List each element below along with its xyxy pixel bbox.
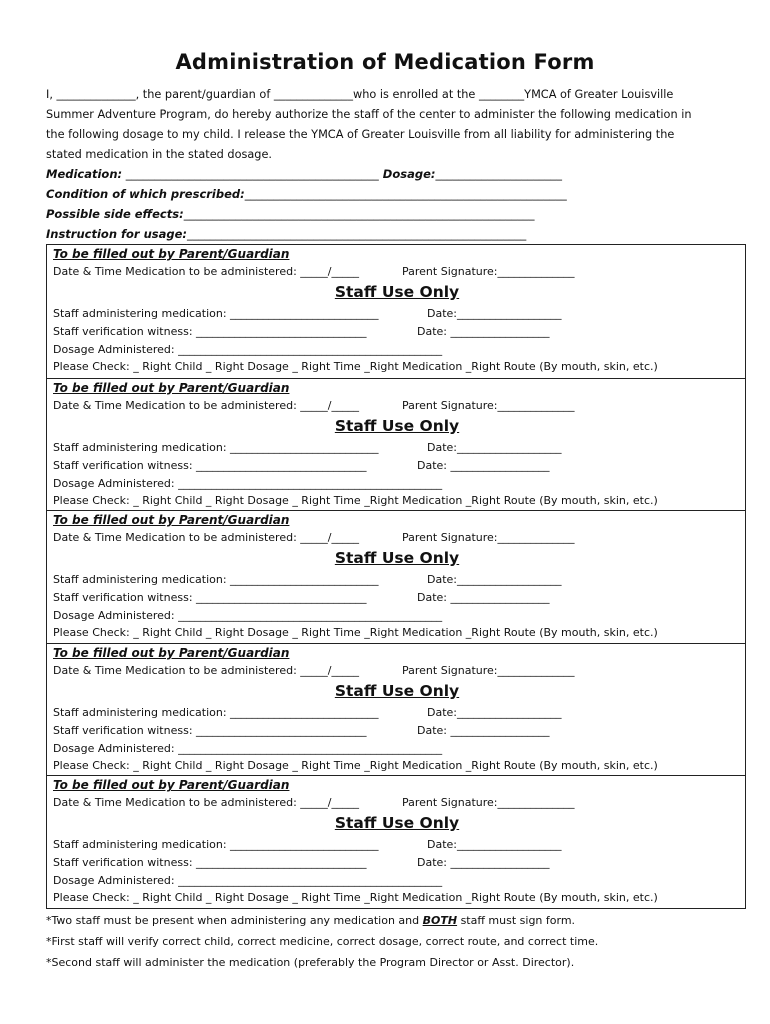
- staff-administering-field[interactable]: Staff administering medication: ___________________________: [53, 705, 379, 719]
- staff-administering-date[interactable]: Date:___________________: [427, 838, 562, 852]
- dosage-administered-field[interactable]: Dosage Administered: ________________________________________________: [53, 343, 443, 356]
- staff-section-header: Staff Use Only: [334, 283, 460, 301]
- checklist-row[interactable]: Please Check: _ Right Child _ Right Dosage _ Right Time _Right Medication _Right Route (By mouth, skin, etc.): [53, 891, 658, 905]
- administration-log: [46, 244, 746, 909]
- intro-line: Summer Adventure Program, do hereby authorize the staff of the center to administer the following medication in: [46, 108, 692, 121]
- staff-administering-field[interactable]: Staff administering medication: ___________________________: [53, 440, 379, 454]
- parent-section-header: To be filled out by Parent/Guardian: [53, 247, 290, 261]
- date-time-field[interactable]: Date & Time Medication to be administered: _____/_____: [53, 265, 359, 278]
- administration-entry: [47, 643, 745, 776]
- staff-administering-date[interactable]: Date:___________________: [427, 307, 562, 320]
- staff-administering-date[interactable]: Date:___________________: [427, 705, 562, 719]
- footnote: *Second staff will administer the medication (preferably the Program Director or Asst. Director).: [46, 956, 575, 969]
- checklist-row[interactable]: Please Check: _ Right Child _ Right Dosage _ Right Time _Right Medication _Right Route (By mouth, skin, etc.): [53, 758, 658, 772]
- side-effects-row: [46, 204, 746, 224]
- staff-administering-field[interactable]: Staff administering medication: ___________________________: [53, 838, 379, 852]
- medication-field[interactable]: ____________________________________________: [122, 167, 379, 181]
- checklist-row[interactable]: Please Check: _ Right Child _ Right Dosage _ Right Time _Right Medication _Right Route (By mouth, skin, etc.): [53, 626, 658, 640]
- medication-fields: [46, 164, 746, 244]
- dosage-administered-field[interactable]: Dosage Administered: ________________________________________________: [53, 609, 443, 623]
- staff-witness-field[interactable]: Staff verification witness: _______________________________: [53, 723, 367, 737]
- medication-label: Medication:: [46, 167, 123, 181]
- parent-section-header: To be filled out by Parent/Guardian: [53, 778, 290, 793]
- footnote: *First staff will verify correct child, correct medicine, correct dosage, correct route, and correct time.: [46, 935, 599, 948]
- dosage-administered-field[interactable]: Dosage Administered: ________________________________________________: [53, 741, 443, 755]
- medication-row: [46, 164, 746, 184]
- parent-section-header: To be filled out by Parent/Guardian: [53, 380, 290, 395]
- administration-entry: [47, 378, 745, 511]
- side-effects-field[interactable]: _____________________________________________________________: [183, 207, 535, 221]
- staff-witness-date[interactable]: Date: __________________: [417, 856, 550, 870]
- dosage-administered-field[interactable]: Dosage Administered: ________________________________________________: [53, 476, 443, 490]
- staff-section-header: Staff Use Only: [334, 416, 460, 435]
- staff-section-header: Staff Use Only: [334, 814, 460, 833]
- administration-entry: [47, 775, 745, 908]
- footnote: [46, 910, 746, 931]
- parent-signature-field[interactable]: Parent Signature:______________: [402, 531, 575, 545]
- staff-witness-date[interactable]: Date: __________________: [417, 723, 550, 737]
- staff-section-header: Staff Use Only: [334, 549, 460, 568]
- date-time-field[interactable]: Date & Time Medication to be administered: _____/_____: [53, 398, 359, 412]
- checklist-row[interactable]: Please Check: _ Right Child _ Right Dosage _ Right Time _Right Medication _Right Route (By mouth, skin, etc.): [53, 493, 658, 507]
- footnote-text: *Two staff must be present when administering any medication and: [46, 914, 423, 927]
- staff-witness-date[interactable]: Date: __________________: [417, 591, 550, 605]
- dosage-label: Dosage:: [378, 167, 436, 181]
- staff-witness-field[interactable]: Staff verification witness: _______________________________: [53, 856, 367, 870]
- parent-signature-field[interactable]: Parent Signature:______________: [402, 265, 575, 278]
- condition-row: [46, 184, 746, 204]
- intro-line: I, ______________, the parent/guardian of ______________who is enrolled at the ________YMCA of Greater Louisville: [46, 88, 674, 101]
- authorization-paragraph: [46, 85, 736, 165]
- staff-administering-field[interactable]: Staff administering medication: ___________________________: [53, 307, 379, 320]
- form-title: Administration of Medication Form: [175, 50, 595, 74]
- condition-label: Condition of which prescribed:: [46, 187, 245, 201]
- staff-administering-date[interactable]: Date:___________________: [427, 440, 562, 454]
- condition-field[interactable]: ________________________________________________________: [244, 187, 567, 201]
- parent-section-header: To be filled out by Parent/Guardian: [53, 645, 290, 660]
- date-time-field[interactable]: Date & Time Medication to be administered: _____/_____: [53, 796, 359, 810]
- intro-line: the following dosage to my child. I release the YMCA of Greater Louisville from all liability for administering the: [46, 128, 675, 141]
- staff-administering-date[interactable]: Date:___________________: [427, 573, 562, 587]
- parent-section-header: To be filled out by Parent/Guardian: [53, 513, 290, 528]
- footnote-text: staff must sign form.: [457, 914, 576, 927]
- parent-signature-field[interactable]: Parent Signature:______________: [402, 796, 575, 810]
- instruction-row: [46, 224, 746, 244]
- staff-witness-date[interactable]: Date: __________________: [417, 458, 550, 472]
- staff-administering-field[interactable]: Staff administering medication: ___________________________: [53, 573, 379, 587]
- instruction-label: Instruction for usage:: [46, 227, 188, 241]
- staff-section-header: Staff Use Only: [334, 681, 460, 700]
- administration-entry: [47, 510, 745, 643]
- side-effects-label: Possible side effects:: [46, 207, 184, 221]
- dosage-administered-field[interactable]: Dosage Administered: ________________________________________________: [53, 874, 443, 888]
- dosage-field[interactable]: ______________________: [435, 167, 562, 181]
- instruction-field[interactable]: ___________________________________________________________: [187, 227, 527, 241]
- staff-witness-field[interactable]: Staff verification witness: _______________________________: [53, 325, 367, 338]
- date-time-field[interactable]: Date & Time Medication to be administered: _____/_____: [53, 531, 359, 545]
- date-time-field[interactable]: Date & Time Medication to be administered: _____/_____: [53, 663, 359, 677]
- footnotes: [46, 910, 746, 973]
- footnote-emphasis: BOTH: [422, 914, 458, 927]
- administration-entry: [47, 245, 745, 378]
- staff-witness-field[interactable]: Staff verification witness: _______________________________: [53, 458, 367, 472]
- parent-signature-field[interactable]: Parent Signature:______________: [402, 663, 575, 677]
- checklist-row[interactable]: Please Check: _ Right Child _ Right Dosage _ Right Time _Right Medication _Right Route (By mouth, skin, etc.): [53, 360, 658, 373]
- staff-witness-date[interactable]: Date: __________________: [417, 325, 550, 338]
- parent-signature-field[interactable]: Parent Signature:______________: [402, 398, 575, 412]
- staff-witness-field[interactable]: Staff verification witness: _______________________________: [53, 591, 367, 605]
- intro-line: stated medication in the stated dosage.: [46, 148, 273, 161]
